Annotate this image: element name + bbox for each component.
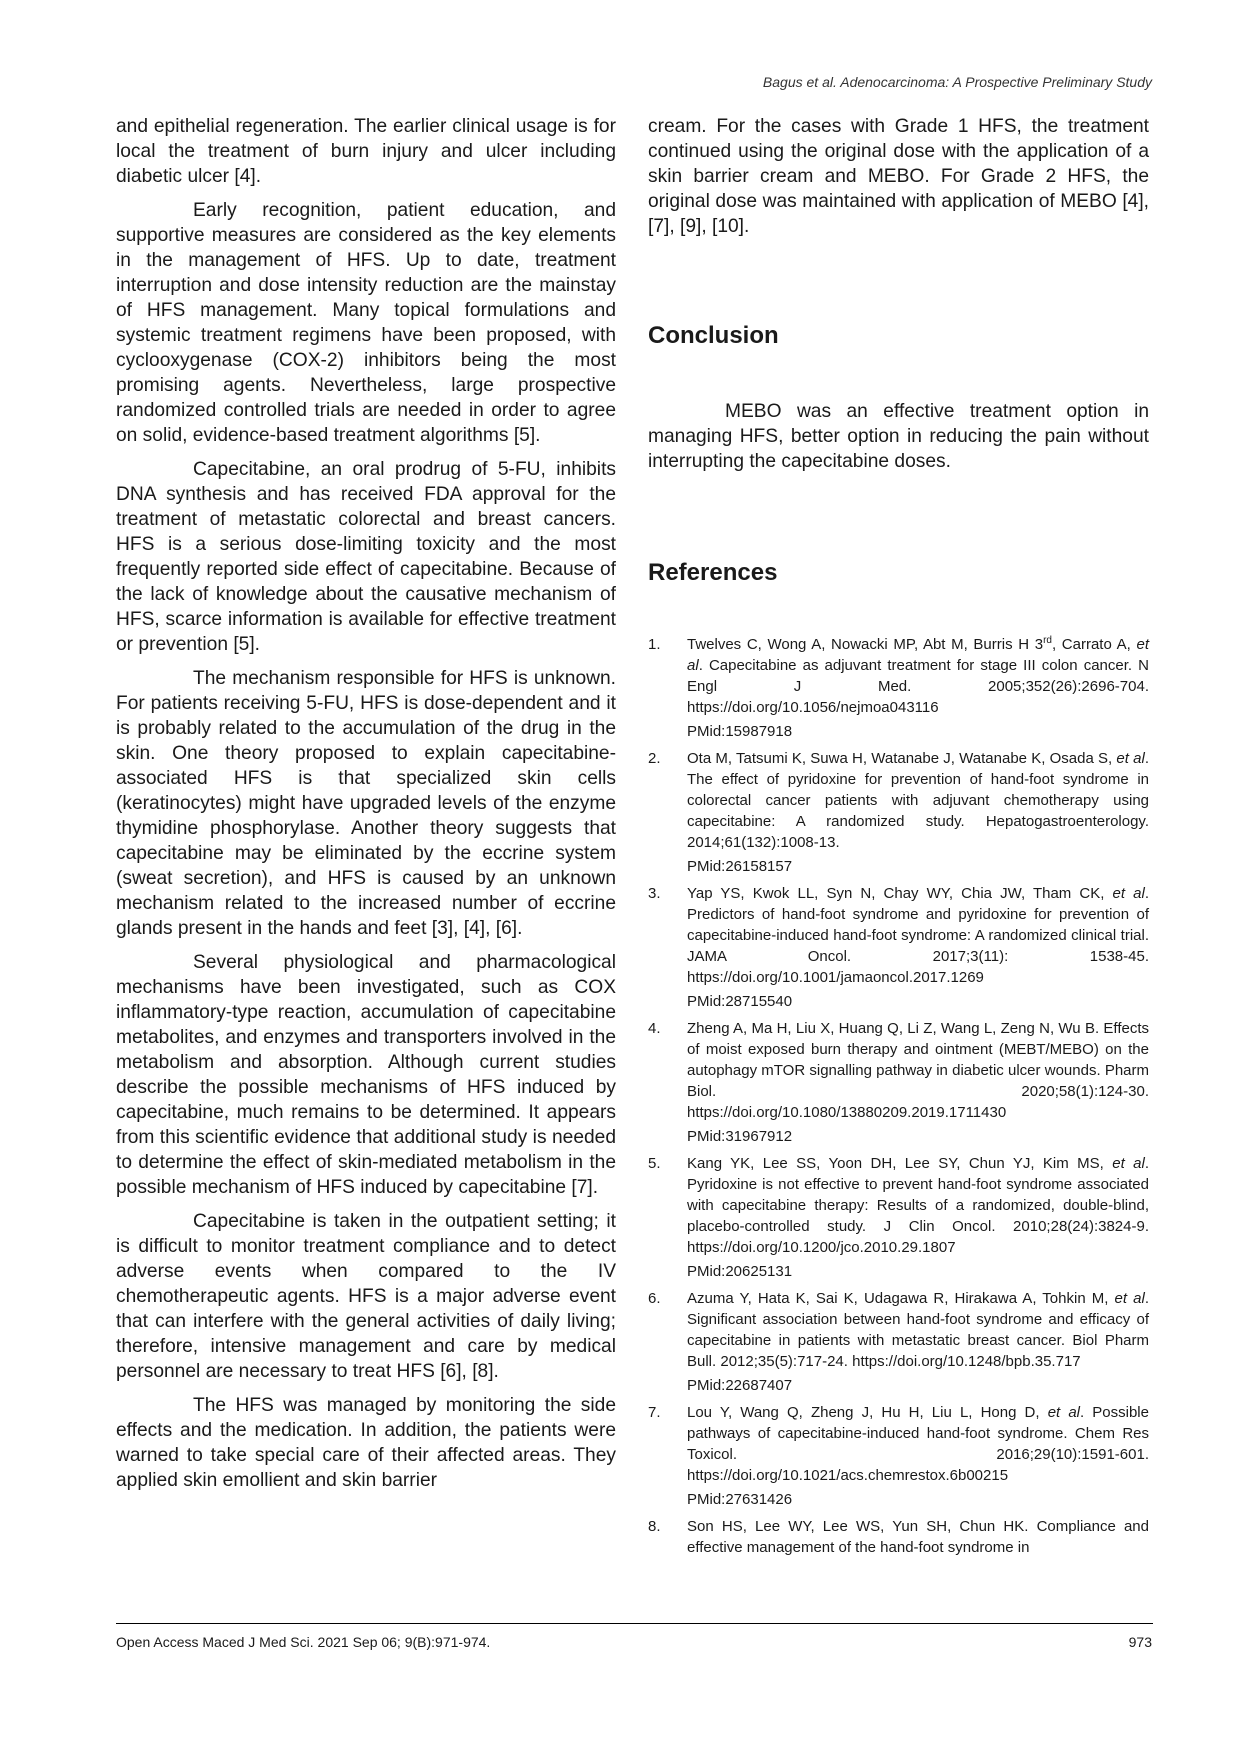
reference-text xyxy=(687,1402,1149,1486)
reference-pmid: PMid:28715540 xyxy=(687,993,793,1010)
reference-pre: Twelves C, Wong A, Nowacki MP, Abt M, Burris H 3 xyxy=(687,636,1044,653)
conclusion-section xyxy=(648,399,1149,483)
reference-post: . Possible pathways of capecitabine-induced hand-foot syndrome. Chem Res Toxicol. 2016;29(10):1591-601. https://doi.org/10.1021/acs.chemrestox.6b00215 xyxy=(687,1404,1149,1484)
reference-number: 6. xyxy=(648,1290,661,1307)
reference-list xyxy=(648,634,1149,1564)
reference-item xyxy=(648,748,1149,877)
reference-body xyxy=(687,634,1149,742)
reference-etal: et al xyxy=(1112,885,1145,902)
reference-etal: et al xyxy=(1114,1290,1145,1307)
reference-etal: et al xyxy=(1116,750,1145,767)
reference-pre: Lou Y, Wang Q, Zheng J, Hu H, Liu L, Hong D, xyxy=(687,1404,1048,1421)
reference-post: . Significant association between hand-foot syndrome and efficacy of capecitabine in patients with metastatic breast cancer. Biol Pharm Bull. 2012;35(5):717-24. https://doi.org/10.1248/bpb.35.717 xyxy=(687,1290,1149,1370)
reference-etal: et al xyxy=(1047,1404,1080,1421)
reference-pre: Azuma Y, Hata K, Sai K, Udagawa R, Hirakawa A, Tohkin M, xyxy=(687,1290,1115,1307)
footer-citation: Open Access Maced J Med Sci. 2021 Sep 06; 9(B):971-974. xyxy=(116,1634,491,1650)
reference-text xyxy=(687,1288,1149,1372)
reference-mid: , Carrato A, xyxy=(1051,636,1137,653)
reference-text xyxy=(687,1516,1149,1558)
reference-post: . Predictors of hand-foot syndrome and pyridoxine for prevention of capecitabine-induced hand-foot syndrome: A randomized clinical trial. JAMA Oncol. 2017;3(11): 1538-45. https://doi.org/10.1001/jamaoncol.2017.1269 xyxy=(687,885,1149,986)
body-paragraph: Several physiological and pharmacological mechanisms have been investigated, such as COX inflammatory-type reaction, accumulation of capecitabine metabolites, and enzymes and transporters involved in the metabolism and absorption. Although current studies describe the possible mechanisms of HFS induced by capecitabine, much remains to be determined. It appears from this scientific evidence that additional study is needed to determine the effect of skin-mediated metabolism in the possible mechanism of HFS induced by capecitabine [7]. xyxy=(116,952,616,1198)
body-paragraph: Capecitabine, an oral prodrug of 5-FU, inhibits DNA synthesis and has received FDA approval for the treatment of metastatic colorectal and breast cancers. HFS is a serious dose-limiting toxicity and the most frequently reported side effect of capecitabine. Because of the lack of knowledge about the causative mechanism of HFS, scarce information is available for effective treatment or prevention [5]. xyxy=(116,459,616,655)
conclusion-paragraph: MEBO was an effective treatment option in managing HFS, better option in reducing the pain without interrupting the capecitabine doses. xyxy=(648,401,1149,472)
reference-body xyxy=(687,1288,1149,1396)
body-paragraph: The HFS was managed by monitoring the side effects and the medication. In addition, the patients were warned to take special care of their affected areas. They applied skin emollient and skin barrier xyxy=(116,1395,616,1491)
reference-number: 7. xyxy=(648,1404,661,1421)
reference-pmid: PMid:31967912 xyxy=(687,1128,793,1145)
reference-text xyxy=(687,1018,1149,1123)
body-paragraph: and epithelial regeneration. The earlier clinical usage is for local the treatment of burn injury and ulcer including diabetic ulcer [4]. xyxy=(116,116,616,187)
reference-body xyxy=(687,1018,1149,1147)
reference-item xyxy=(648,1018,1149,1147)
reference-post: . Pyridoxine is not effective to prevent hand-foot syndrome associated with capecitabine therapy: Results of a randomized, double-blind, placebo-controlled study. J Clin Oncol. 2010;28(24):3824-9. https://doi.org/10.1200/jco.2010.29.1807 xyxy=(687,1155,1149,1256)
reference-post: . The effect of pyridoxine for prevention of hand-foot syndrome in colorectal cancer patients with adjuvant chemotherapy using capecitabine: A randomized study. Hepatogastroenterology. 2014;61(132):1008-13. xyxy=(687,750,1149,851)
reference-number: 8. xyxy=(648,1518,661,1535)
reference-text xyxy=(687,1153,1149,1258)
reference-item xyxy=(648,1288,1149,1396)
reference-item xyxy=(648,634,1149,742)
references-heading: References xyxy=(648,559,778,586)
reference-pre: Zheng A, Ma H, Liu X, Huang Q, Li Z, Wang L, Zeng N, Wu B. Effects of moist exposed burn therapy and ointment (MEBT/MEBO) on the autophagy mTOR signalling pathway in diabetic ulcer wounds. Pharm Biol. 2020;58(1):124-30. https://doi.org/10.1080/13880209.2019.1711430 xyxy=(687,1020,1149,1121)
reference-sup: rd xyxy=(1043,635,1052,646)
body-paragraph: cream. For the cases with Grade 1 HFS, the treatment continued using the original dose with the application of a skin barrier cream and MEBO. For Grade 2 HFS, the original dose was maintained with application of MEBO [4], [7], [9], [10]. xyxy=(648,116,1149,237)
reference-number: 3. xyxy=(648,885,661,902)
reference-pre: Ota M, Tatsumi K, Suwa H, Watanabe J, Watanabe K, Osada S, xyxy=(687,750,1117,767)
reference-item xyxy=(648,1402,1149,1510)
reference-body xyxy=(687,1516,1149,1558)
body-paragraph: Early recognition, patient education, and supportive measures are considered as the key elements in the management of HFS. Up to date, treatment interruption and dose intensity reduction are the mainstay of HFS management. Many topical formulations and systemic treatment regimens have been proposed, with cyclooxygenase (COX-2) inhibitors being the most promising agents. Nevertheless, large prospective randomized controlled trials are needed in order to agree on solid, evidence-based treatment algorithms [5]. xyxy=(116,200,616,446)
reference-pre: Son HS, Lee WY, Lee WS, Yun SH, Chun HK. Compliance and effective management of the hand-foot syndrome in xyxy=(687,1518,1149,1556)
reference-post: . Capecitabine as adjuvant treatment for stage III colon cancer. N Engl J Med. 2005;352(26):2696-704. https://doi.org/10.1056/nejmoa043116 xyxy=(687,657,1149,716)
reference-pmid: PMid:26158157 xyxy=(687,858,793,875)
left-column xyxy=(116,114,616,1502)
reference-pmid: PMid:22687407 xyxy=(687,1377,793,1394)
reference-pre: Kang YK, Lee SS, Yoon DH, Lee SY, Chun YJ, Kim MS, xyxy=(687,1155,1113,1172)
reference-body xyxy=(687,1402,1149,1510)
reference-body xyxy=(687,1153,1149,1282)
reference-etal: et al xyxy=(687,636,1149,674)
reference-etal: et al xyxy=(1112,1155,1145,1172)
page-number: 973 xyxy=(1128,1634,1152,1650)
running-head: Bagus et al. Adenocarcinoma: A Prospective Preliminary Study xyxy=(762,74,1152,90)
reference-body xyxy=(687,748,1149,877)
reference-text xyxy=(687,883,1149,988)
reference-pmid: PMid:27631426 xyxy=(687,1491,793,1508)
reference-pre: Yap YS, Kwok LL, Syn N, Chay WY, Chia JW, Tham CK, xyxy=(687,885,1113,902)
right-column-intro xyxy=(648,114,1149,248)
reference-item xyxy=(648,883,1149,1012)
reference-number: 5. xyxy=(648,1155,661,1172)
conclusion-heading: Conclusion xyxy=(648,322,779,349)
body-paragraph: Capecitabine is taken in the outpatient setting; it is difficult to monitor treatment compliance and to detect adverse events when compared to the IV chemotherapeutic agents. HFS is a major adverse event that can interfere with the general activities of daily living; therefore, intensive management and care by medical personnel are necessary to treat HFS [6], [8]. xyxy=(116,1211,616,1382)
reference-pmid: PMid:20625131 xyxy=(687,1263,793,1280)
reference-number: 1. xyxy=(648,636,661,653)
reference-item xyxy=(648,1516,1149,1558)
body-paragraph: The mechanism responsible for HFS is unknown. For patients receiving 5-FU, HFS is dose-dependent and it is probably related to the accumulation of the drug in the skin. One theory proposed to explain capecitabine-associated HFS is that specialized skin cells (keratinocytes) might have upgraded levels of the enzyme thymidine phosphorylase. Another theory suggests that capecitabine may be eliminated by the eccrine system (sweat secretion), and HFS is caused by an unknown mechanism related to the increased number of eccrine glands present in the hands and feet [3], [4], [6]. xyxy=(116,668,616,939)
reference-number: 4. xyxy=(648,1020,661,1037)
reference-item xyxy=(648,1153,1149,1282)
reference-number: 2. xyxy=(648,750,661,767)
reference-pmid: PMid:15987918 xyxy=(687,723,793,740)
reference-text xyxy=(687,634,1149,718)
reference-body xyxy=(687,883,1149,1012)
footer-rule xyxy=(116,1623,1153,1624)
reference-text xyxy=(687,748,1149,853)
